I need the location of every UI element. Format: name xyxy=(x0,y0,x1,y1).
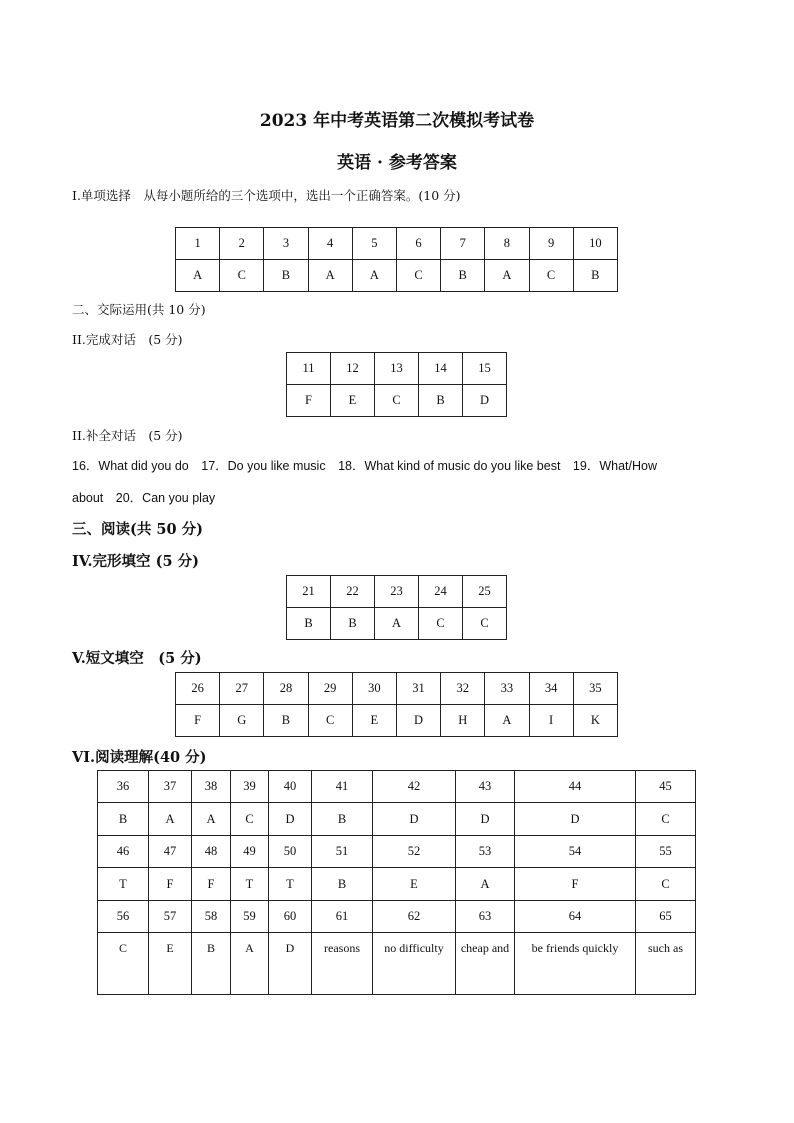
table-cell: 60 xyxy=(269,901,312,933)
table-cell: A xyxy=(352,260,396,292)
table-cell: F xyxy=(287,385,331,417)
table-cell: 8 xyxy=(485,228,529,260)
table-row xyxy=(176,228,618,260)
table-cell: 38 xyxy=(192,771,231,803)
table-cell: 39 xyxy=(231,771,269,803)
table-cell: A xyxy=(176,260,220,292)
table-cell: B xyxy=(312,868,373,901)
table-cell: 33 xyxy=(485,673,529,705)
table-cell: H xyxy=(441,705,485,737)
table-cell: 36 xyxy=(98,771,149,803)
table-cell: 23 xyxy=(375,576,419,608)
table-cell: be friends quickly xyxy=(515,933,636,995)
table-cell: 31 xyxy=(396,673,440,705)
table-cell: B xyxy=(441,260,485,292)
table-cell: D xyxy=(269,933,312,995)
table-cell: D xyxy=(373,803,456,836)
table-cell: 54 xyxy=(515,836,636,868)
table-row xyxy=(287,608,507,640)
table-cell: F xyxy=(149,868,192,901)
table-cell: I xyxy=(529,705,573,737)
table-cell: 4 xyxy=(308,228,352,260)
table-row xyxy=(176,705,618,737)
table-cell: C xyxy=(463,608,507,640)
table-cell: 64 xyxy=(515,901,636,933)
table-cell: D xyxy=(456,803,515,836)
table-cell: 15 xyxy=(463,353,507,385)
table-row xyxy=(98,836,696,868)
table-cell: 13 xyxy=(375,353,419,385)
table-cell: D xyxy=(515,803,636,836)
section1-answer-table xyxy=(175,227,618,292)
table-cell: K xyxy=(573,705,617,737)
table-cell: 57 xyxy=(149,901,192,933)
section2-part1-heading: II.完成对话 (5 分) xyxy=(72,332,183,347)
table-cell: B xyxy=(573,260,617,292)
dialogue-answers-line1: 16．What did you do 17．Do you like music 18．What kind of music do you like best 19．What/How xyxy=(72,459,657,473)
table-row xyxy=(287,576,507,608)
table-cell: C xyxy=(231,803,269,836)
table-cell: 53 xyxy=(456,836,515,868)
table-cell: D xyxy=(396,705,440,737)
table-cell: 21 xyxy=(287,576,331,608)
table-cell: 28 xyxy=(264,673,308,705)
table-cell: 32 xyxy=(441,673,485,705)
table-cell: 42 xyxy=(373,771,456,803)
reading-answer-table xyxy=(97,770,696,995)
table-cell: 37 xyxy=(149,771,192,803)
table-cell: B xyxy=(264,260,308,292)
table-cell: B xyxy=(264,705,308,737)
table-cell: 49 xyxy=(231,836,269,868)
table-cell: 25 xyxy=(463,576,507,608)
table-cell: E xyxy=(352,705,396,737)
table-cell: 10 xyxy=(573,228,617,260)
table-row xyxy=(287,385,507,417)
table-cell: 5 xyxy=(352,228,396,260)
table-cell: cheap and xyxy=(456,933,515,995)
table-cell: C xyxy=(98,933,149,995)
table-cell: A xyxy=(231,933,269,995)
table-cell: 35 xyxy=(573,673,617,705)
table-cell: C xyxy=(636,868,696,901)
page-title: 2023 年中考英语第二次模拟考试卷 xyxy=(259,111,535,131)
table-row xyxy=(98,803,696,836)
table-cell: B xyxy=(98,803,149,836)
table-cell: 52 xyxy=(373,836,456,868)
table-cell: A xyxy=(485,705,529,737)
table-cell: 7 xyxy=(441,228,485,260)
table-cell: A xyxy=(149,803,192,836)
table-cell: 55 xyxy=(636,836,696,868)
table-cell: E xyxy=(149,933,192,995)
table-cell: C xyxy=(220,260,264,292)
table-cell: 45 xyxy=(636,771,696,803)
table-row xyxy=(98,933,696,995)
table-cell: 59 xyxy=(231,901,269,933)
table-cell: no difficulty xyxy=(373,933,456,995)
table-row xyxy=(98,901,696,933)
table-cell: 9 xyxy=(529,228,573,260)
section3-heading: 三、阅读(共 50 分) xyxy=(72,521,203,538)
table-cell: 50 xyxy=(269,836,312,868)
table-cell: 3 xyxy=(264,228,308,260)
table-cell: 44 xyxy=(515,771,636,803)
table-cell: 11 xyxy=(287,353,331,385)
dialogue-answers-line2: about 20．Can you play xyxy=(72,491,216,505)
table-cell: T xyxy=(231,868,269,901)
table-cell: C xyxy=(529,260,573,292)
blanks-answer-table xyxy=(175,672,618,737)
table-cell: B xyxy=(312,803,373,836)
table-cell: 51 xyxy=(312,836,373,868)
table-cell: C xyxy=(396,260,440,292)
table-cell: B xyxy=(419,385,463,417)
table-row xyxy=(98,868,696,901)
cloze-heading: IV.完形填空 (5 分) xyxy=(72,553,199,570)
table-cell: 2 xyxy=(220,228,264,260)
section1-heading: I.单项选择 从每小题所给的三个选项中，选出一个正确答案。(10 分) xyxy=(72,188,461,203)
table-cell: 14 xyxy=(419,353,463,385)
cloze-answer-table xyxy=(286,575,507,640)
table-cell: D xyxy=(269,803,312,836)
table-cell: 27 xyxy=(220,673,264,705)
table-cell: C xyxy=(308,705,352,737)
table-cell: 65 xyxy=(636,901,696,933)
table-cell: 62 xyxy=(373,901,456,933)
table-cell: 34 xyxy=(529,673,573,705)
table-cell: 22 xyxy=(331,576,375,608)
table-cell: F xyxy=(176,705,220,737)
table-cell: 26 xyxy=(176,673,220,705)
table-cell: 47 xyxy=(149,836,192,868)
table-cell: D xyxy=(463,385,507,417)
reading-heading: VI.阅读理解(40 分) xyxy=(72,749,207,766)
table-cell: 6 xyxy=(396,228,440,260)
table-cell: 48 xyxy=(192,836,231,868)
table-cell: 56 xyxy=(98,901,149,933)
table-cell: 46 xyxy=(98,836,149,868)
table-cell: C xyxy=(636,803,696,836)
table-cell: 12 xyxy=(331,353,375,385)
table-cell: 30 xyxy=(352,673,396,705)
table-cell: F xyxy=(192,868,231,901)
section2-heading: 二、交际运用(共 10 分) xyxy=(72,302,206,317)
table-cell: 1 xyxy=(176,228,220,260)
table-cell: A xyxy=(456,868,515,901)
table-cell: F xyxy=(515,868,636,901)
table-cell: 58 xyxy=(192,901,231,933)
table-cell: B xyxy=(331,608,375,640)
table-cell: 41 xyxy=(312,771,373,803)
table-cell: 24 xyxy=(419,576,463,608)
table-cell: B xyxy=(192,933,231,995)
table-cell: A xyxy=(192,803,231,836)
table-row xyxy=(287,353,507,385)
section2-part2-heading: II.补全对话 (5 分) xyxy=(72,428,183,443)
table-cell: C xyxy=(419,608,463,640)
table-cell: B xyxy=(287,608,331,640)
table-cell: E xyxy=(373,868,456,901)
table-cell: C xyxy=(375,385,419,417)
table-cell: A xyxy=(485,260,529,292)
table-cell: G xyxy=(220,705,264,737)
table-cell: 61 xyxy=(312,901,373,933)
table-cell: reasons xyxy=(312,933,373,995)
blanks-heading: V.短文填空 (5 分) xyxy=(72,650,202,667)
table-cell: 43 xyxy=(456,771,515,803)
table-row xyxy=(176,673,618,705)
table-row xyxy=(98,771,696,803)
table-row xyxy=(176,260,618,292)
table-cell: T xyxy=(98,868,149,901)
table-cell: such as xyxy=(636,933,696,995)
page-subtitle: 英语 · 参考答案 xyxy=(337,153,457,173)
table-cell: 63 xyxy=(456,901,515,933)
table-cell: 29 xyxy=(308,673,352,705)
section2-part1-answer-table xyxy=(286,352,507,417)
table-cell: A xyxy=(308,260,352,292)
table-cell: T xyxy=(269,868,312,901)
table-cell: 40 xyxy=(269,771,312,803)
table-cell: A xyxy=(375,608,419,640)
table-cell: E xyxy=(331,385,375,417)
